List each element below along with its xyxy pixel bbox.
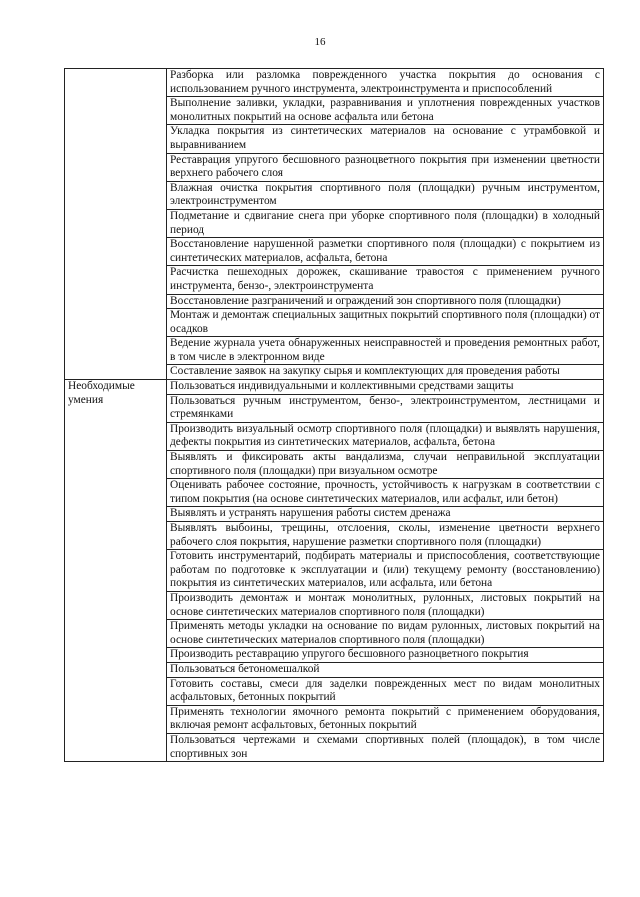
required-skill-item: Производить демонтаж и монтаж монолитных, рулонных, листовых покрытий на основе синтетических материалов спортивного поля (площадки) bbox=[167, 591, 604, 619]
required-skill-item: Выявлять и устранять нарушения работы систем дренажа bbox=[167, 507, 604, 522]
labor-action-item: Укладка покрытия из синтетических материалов на основание с утрамбовкой и выравниванием bbox=[167, 125, 604, 153]
required-skill-item: Готовить составы, смеси для заделки поврежденных мест по видам монолитных асфальтовых, бетонных покрытий bbox=[167, 677, 604, 705]
page-number: 16 bbox=[314, 36, 326, 48]
labor-action-item: Расчистка пешеходных дорожек, скашивание травостоя с применением ручного инструмента, бензо-, электроинструмента bbox=[167, 266, 604, 294]
labor-action-item: Влажная очистка покрытия спортивного поля (площадки) ручным инструментом, электроинструментом bbox=[167, 181, 604, 209]
labor-action-item: Составление заявок на закупку сырья и комплектующих для проведения работы bbox=[167, 365, 604, 380]
labor-action-item: Выполнение заливки, укладки, разравнивания и уплотнения поврежденных участков монолитных покрытий на основе асфальта или бетона bbox=[167, 97, 604, 125]
required-skill-item: Производить реставрацию упругого бесшовного разноцветного покрытия bbox=[167, 648, 604, 663]
labor-action-item: Разборка или разломка поврежденного участка покрытия до основания с использованием ручного инструмента, электроинструмента и приспособлений bbox=[167, 69, 604, 97]
required-skill-item: Пользоваться бетономешалкой bbox=[167, 662, 604, 677]
required-skill-item: Готовить инструментарий, подбирать материалы и приспособления, соответствующие работам по подготовке к эксплуатации и (или) текущему ремонту (восстановлению) покрытия из синтетических материалов, или асфальта, или бетона bbox=[167, 550, 604, 592]
labor-action-row bbox=[65, 69, 604, 97]
labor-action-item: Восстановление разграничений и ограждений зон спортивного поля (площадки) bbox=[167, 294, 604, 309]
requirements-table bbox=[64, 68, 604, 762]
required-skill-item: Применять технологии ямочного ремонта покрытий с применением оборудования, включая ремонт асфальтовых, бетонных покрытий bbox=[167, 705, 604, 733]
labor-action-item: Реставрация упругого бесшовного разноцветного покрытия при изменении цветности верхнего рабочего слоя bbox=[167, 153, 604, 181]
required-skill-label: Необходимые умения bbox=[65, 380, 167, 762]
required-skill-item: Оценивать рабочее состояние, прочность, устойчивость к нагрузкам в соответствии с типом покрытия (на основе синтетических материалов, или асфальт, или бетон) bbox=[167, 479, 604, 507]
labor-action-item: Подметание и сдвигание снега при уборке спортивного поля (площадки) в холодный период bbox=[167, 209, 604, 237]
required-skill-item: Применять методы укладки на основание по видам рулонных, листовых покрытий на основе синтетических материалов спортивного поля (площадки) bbox=[167, 620, 604, 648]
labor-action-label bbox=[65, 69, 167, 380]
required-skill-item: Выявлять и фиксировать акты вандализма, случаи неправильной эксплуатации спортивного поля (площадки) при визуальном осмотре bbox=[167, 451, 604, 479]
table-body bbox=[65, 69, 604, 762]
required-skill-item: Пользоваться чертежами и схемами спортивных полей (площадок), в том числе спортивных зон bbox=[167, 733, 604, 761]
required-skill-item: Пользоваться ручным инструментом, бензо-, электроинструментом, лестницами и стремянками bbox=[167, 394, 604, 422]
labor-action-item: Монтаж и демонтаж специальных защитных покрытий спортивного поля (площадки) от осадков bbox=[167, 309, 604, 337]
required-skill-item: Пользоваться индивидуальными и коллективными средствами защиты bbox=[167, 380, 604, 395]
labor-action-item: Ведение журнала учета обнаруженных неисправностей и проведения ремонтных работ, в том числе в электронном виде bbox=[167, 337, 604, 365]
required-skill-item: Выявлять выбоины, трещины, отслоения, сколы, изменение цветности верхнего рабочего слоя покрытия, нарушение разметки спортивного поля (площадки) bbox=[167, 522, 604, 550]
required-skill-row bbox=[65, 380, 604, 395]
labor-action-item: Восстановление нарушенной разметки спортивного поля (площадки) с покрытием из синтетических материалов, асфальта, бетона bbox=[167, 238, 604, 266]
required-skill-item: Производить визуальный осмотр спортивного поля (площадки) и выявлять нарушения, дефекты покрытия из синтетических материалов, асфальта, бетона bbox=[167, 422, 604, 450]
